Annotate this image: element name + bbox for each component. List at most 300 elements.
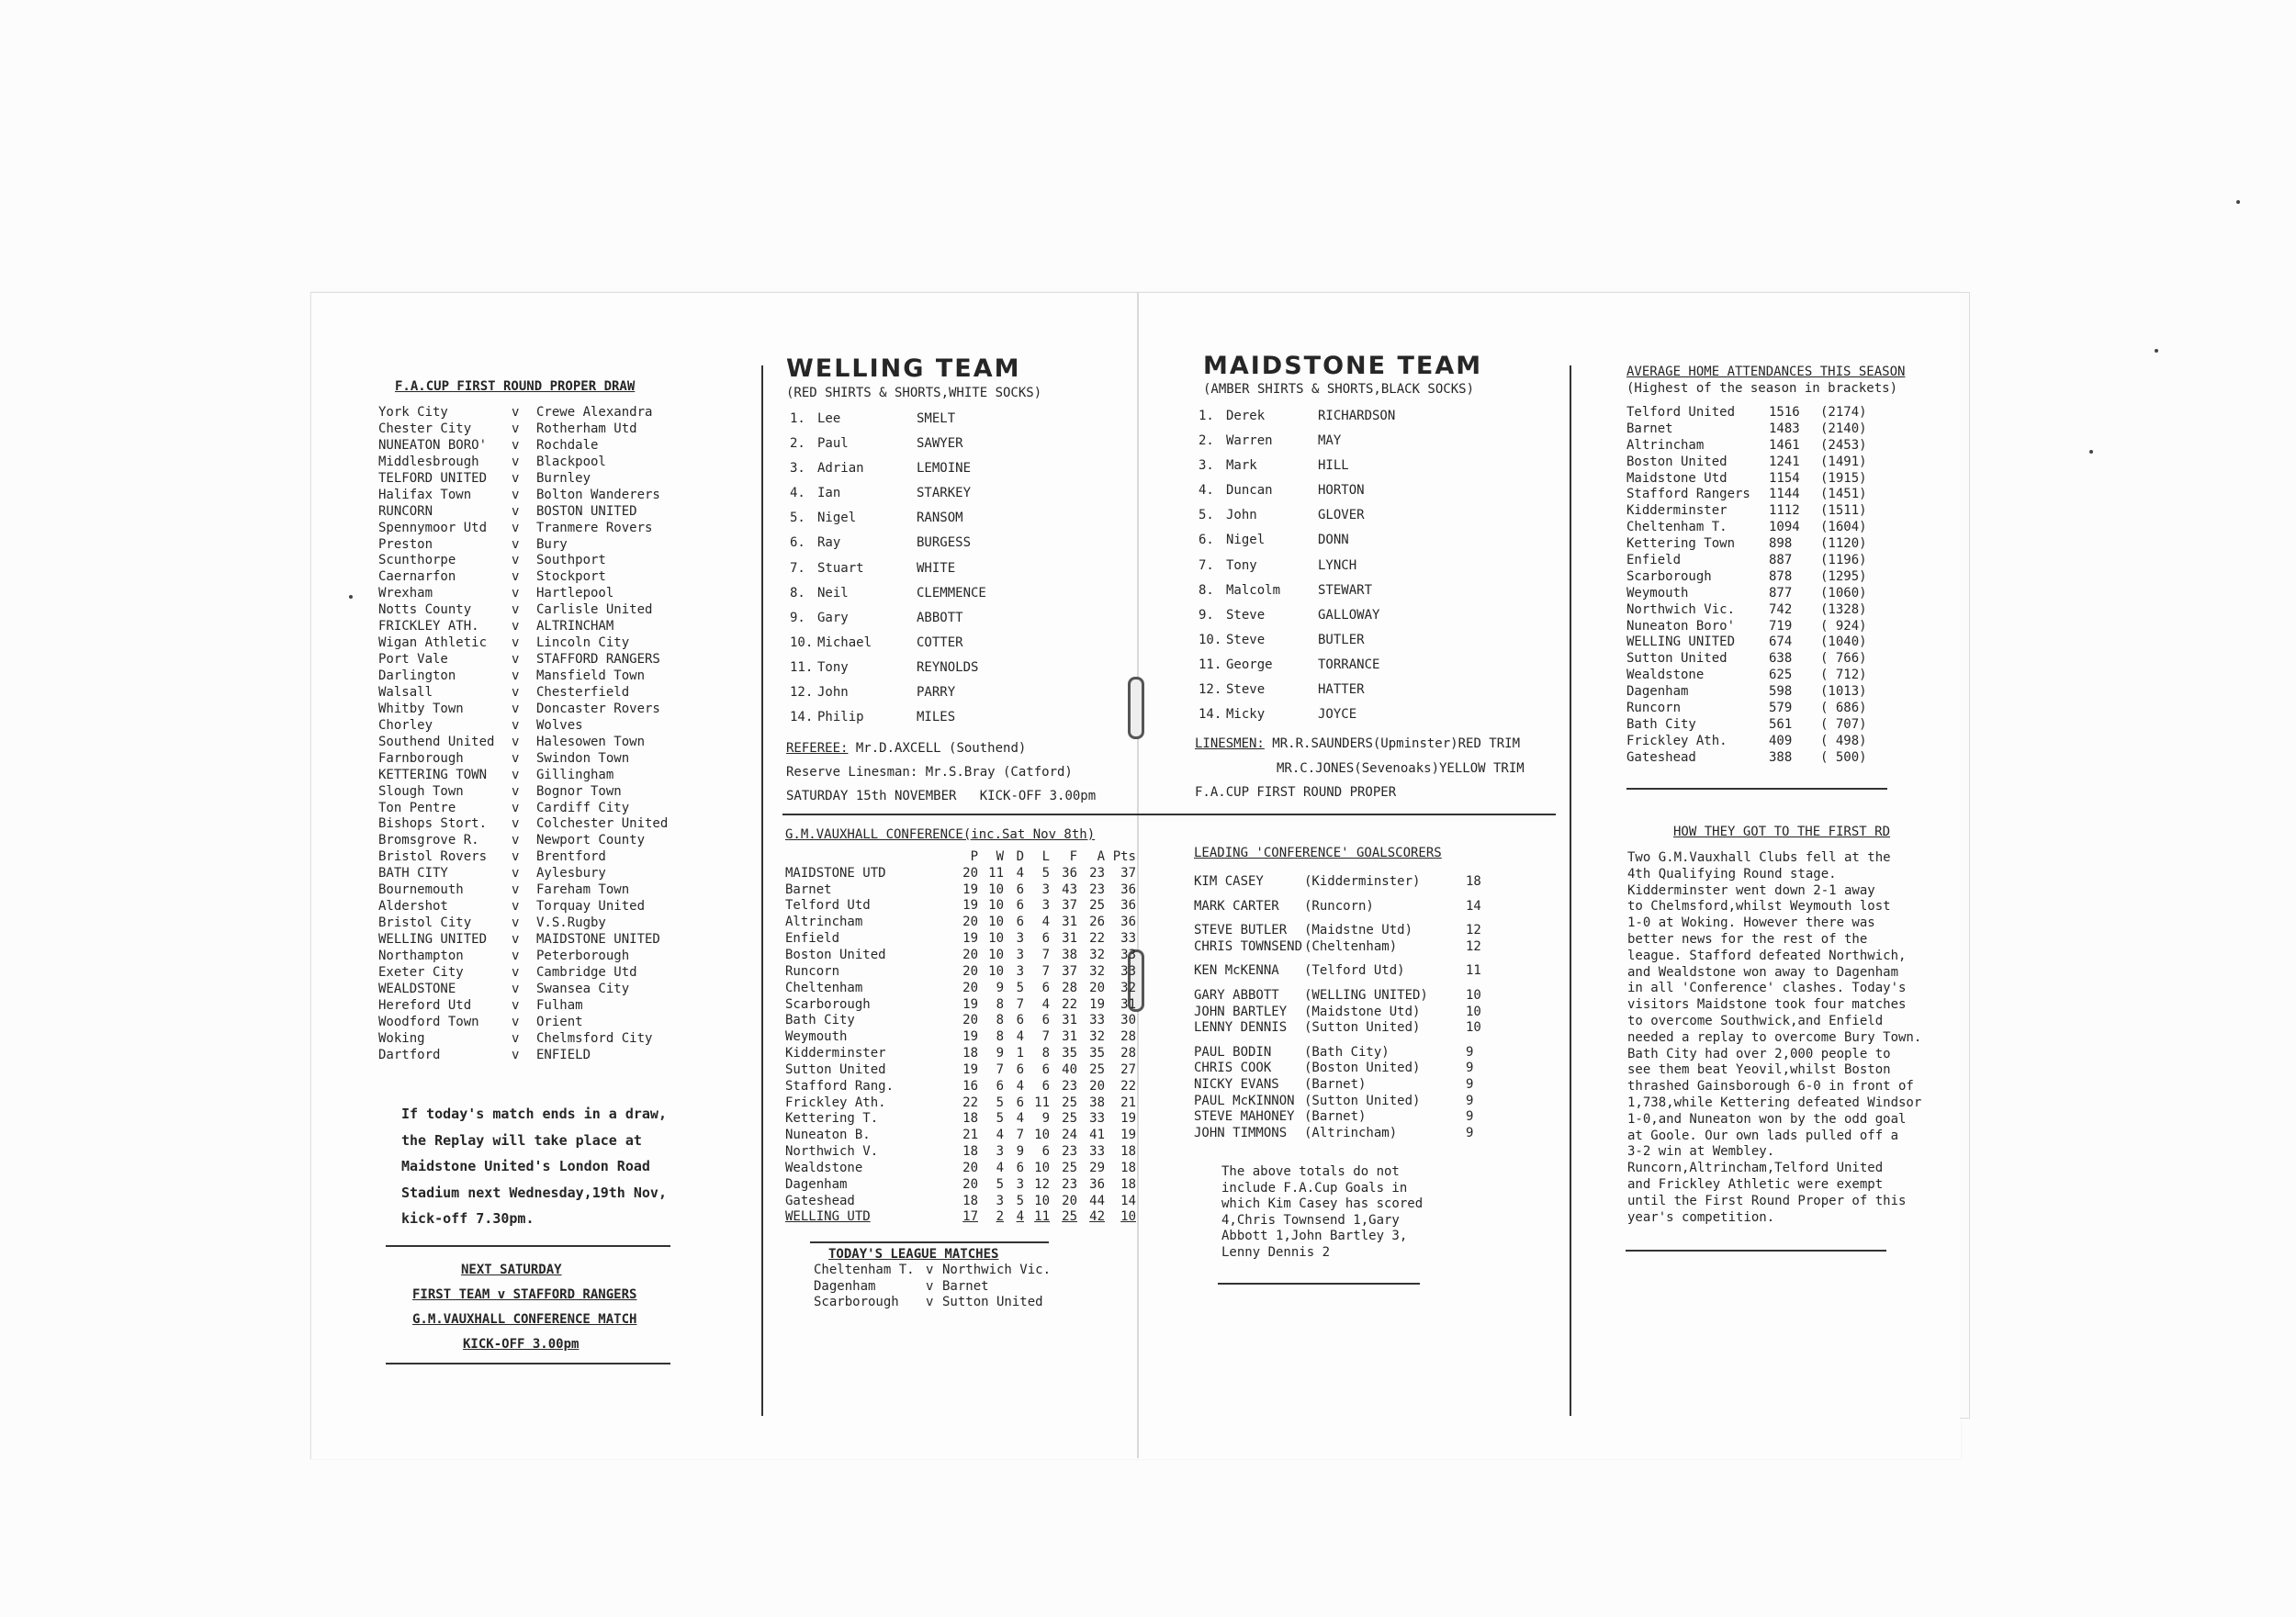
vs-label: v xyxy=(512,553,520,568)
player-first-name: Adrian xyxy=(817,461,864,477)
player-row xyxy=(1199,528,1395,553)
report-line: see them beat Yeovil,whilst Boston xyxy=(1627,1062,1891,1078)
home-team: RUNCORN xyxy=(378,503,433,519)
home-team: Caernarfon xyxy=(378,569,456,585)
table-cell: 18 xyxy=(1120,1144,1136,1160)
player-surname: GALLOWAY xyxy=(1318,607,1380,623)
attendance-row xyxy=(1626,421,1867,438)
table-cell: 26 xyxy=(1089,915,1105,930)
scorer-name: NICKY EVANS xyxy=(1194,1076,1279,1092)
club-name: Altrincham xyxy=(785,915,863,930)
player-surname: PARRY xyxy=(917,685,956,701)
table-cell: 18 xyxy=(962,1144,978,1160)
table-cell: 36 xyxy=(1120,915,1136,930)
table-row xyxy=(785,1012,1136,1028)
scorer-row xyxy=(1194,1077,1481,1094)
shirt-number: 9. xyxy=(790,610,805,625)
player-surname: RANSOM xyxy=(917,511,963,526)
table-row xyxy=(785,980,1136,996)
table-cell: 6 xyxy=(1016,881,1024,897)
draw-fixture xyxy=(378,768,668,784)
league-fixture xyxy=(814,1263,1051,1279)
home-team: WELLING UNITED xyxy=(378,932,488,947)
club-name: Stafford Rang. xyxy=(785,1078,895,1094)
maidstone-lineup xyxy=(1199,404,1395,727)
vs-label: v xyxy=(512,701,520,716)
table-row xyxy=(785,1143,1136,1160)
attendance-row xyxy=(1626,438,1867,455)
table-cell: 3 xyxy=(1016,1176,1024,1192)
table-cell: 18 xyxy=(962,1046,978,1061)
player-first-name: Mark xyxy=(1226,458,1257,474)
highest-attendance: (1295) xyxy=(1820,568,1867,584)
away-team: Northwich Vic. xyxy=(942,1263,1052,1277)
how-they-got-title: HOW THEY GOT TO THE FIRST RD xyxy=(1673,825,1891,839)
player-first-name: Stuart xyxy=(817,560,864,576)
scorer-row xyxy=(1194,923,1481,939)
report-line: league. Stafford defeated Northwich, xyxy=(1627,948,1907,963)
away-team: Wolves xyxy=(536,717,583,733)
scorer-name: PAUL BODIN xyxy=(1194,1044,1272,1060)
table-cell: 20 xyxy=(962,963,978,979)
draw-fixture xyxy=(378,668,668,685)
home-team: Bishops Stort. xyxy=(378,816,488,832)
league-fixture xyxy=(814,1295,1051,1311)
attendance-row xyxy=(1626,503,1867,520)
shirt-number: 12. xyxy=(1199,682,1222,698)
table-cell: 19 xyxy=(962,881,978,897)
table-cell: 3 xyxy=(1041,898,1050,914)
table-cell: 10 xyxy=(988,931,1004,947)
table-cell: 23 xyxy=(1062,1176,1077,1192)
table-header-cell: F xyxy=(1069,848,1077,864)
home-team: Slough Town xyxy=(378,783,464,799)
highest-attendance: (2174) xyxy=(1820,405,1867,420)
scorer-name: LENNY DENNIS xyxy=(1194,1020,1288,1036)
next-saturday-kickoff: KICK-OFF 3.00pm xyxy=(463,1337,580,1352)
player-row xyxy=(1199,429,1395,454)
away-team: Doncaster Rovers xyxy=(536,701,660,716)
average-attendance: 1094 xyxy=(1769,520,1800,535)
highest-attendance: (1491) xyxy=(1820,454,1867,469)
average-attendance: 638 xyxy=(1769,651,1793,667)
table-cell: 5 xyxy=(996,1176,1004,1192)
table-cell: 4 xyxy=(996,1160,1004,1175)
table-cell: 23 xyxy=(1062,1078,1077,1094)
report-line: 1-0 at Woking. However there was xyxy=(1627,915,1875,931)
draw-fixture xyxy=(378,982,668,998)
home-team: Walsall xyxy=(378,684,433,700)
staple-top xyxy=(1128,677,1144,739)
report-line: Kidderminster went down 2-1 away xyxy=(1627,882,1875,898)
draw-fixture xyxy=(378,949,668,965)
vs-label: v xyxy=(512,635,520,651)
table-row xyxy=(785,996,1136,1013)
column-divider xyxy=(1570,365,1571,1416)
table-cell: 19 xyxy=(962,898,978,914)
shirt-number: 14. xyxy=(1199,707,1222,723)
table-cell: 9 xyxy=(1041,1111,1050,1127)
table-cell: 20 xyxy=(1089,980,1105,995)
table-cell: 36 xyxy=(1120,881,1136,897)
scorer-goals: 11 xyxy=(1466,963,1481,979)
player-first-name: Philip xyxy=(817,710,864,725)
club-name: Barnet xyxy=(1626,421,1673,436)
attendance-row xyxy=(1626,651,1867,668)
highest-attendance: (2453) xyxy=(1820,437,1867,453)
table-cell: 10 xyxy=(1120,1209,1136,1225)
report-line: in all 'Conference' clashes. Today's xyxy=(1627,981,1907,996)
shirt-number: 10. xyxy=(1199,632,1222,647)
draw-fixture xyxy=(378,553,668,569)
table-cell: 22 xyxy=(1120,1078,1136,1094)
table-cell: 25 xyxy=(1062,1209,1077,1225)
club-name: Wealdstone xyxy=(1626,668,1705,683)
draw-fixture xyxy=(378,1015,668,1031)
shirt-number: 7. xyxy=(790,560,805,576)
table-cell: 41 xyxy=(1089,1128,1105,1143)
player-surname: WHITE xyxy=(917,560,956,576)
player-row xyxy=(1199,603,1395,628)
scorer-goals: 10 xyxy=(1466,1020,1481,1036)
table-cell: 19 xyxy=(1120,1111,1136,1127)
report-line: 1-0,and Nuneaton won by the odd goal xyxy=(1627,1111,1907,1127)
draw-fixture xyxy=(378,635,668,652)
table-cell: 25 xyxy=(1062,1111,1077,1127)
league-fixture xyxy=(814,1279,1051,1296)
player-row xyxy=(790,705,986,730)
player-row xyxy=(790,631,986,656)
player-surname: HILL xyxy=(1318,458,1349,474)
player-first-name: Warren xyxy=(1226,433,1273,449)
highest-attendance: ( 500) xyxy=(1820,749,1867,765)
table-cell: 32 xyxy=(1089,1029,1105,1045)
club-name: Kettering Town xyxy=(1626,536,1736,552)
table-cell: 19 xyxy=(1089,996,1105,1012)
table-cell: 19 xyxy=(962,1029,978,1045)
how-they-got-text xyxy=(1627,850,1921,1226)
draw-fixture xyxy=(378,965,668,982)
attendance-row xyxy=(1626,619,1867,635)
note-line: include F.A.Cup Goals in xyxy=(1221,1180,1408,1196)
report-line: better news for the rest of the xyxy=(1627,931,1868,947)
player-first-name: Ian xyxy=(817,486,841,501)
divider xyxy=(386,1245,670,1247)
player-surname: MILES xyxy=(917,710,956,725)
home-team: Bristol Rovers xyxy=(378,849,488,865)
report-line: 4th Qualifying Round stage. xyxy=(1627,866,1837,881)
table-cell: 33 xyxy=(1120,963,1136,979)
replay-notice-line: If today's match ends in a draw, xyxy=(401,1106,667,1122)
vs-label: v xyxy=(512,1014,520,1029)
table-cell: 28 xyxy=(1062,980,1077,995)
report-line: Bath City had over 2,000 people to xyxy=(1627,1046,1891,1061)
table-row xyxy=(785,963,1136,980)
scorer-name: CHRIS COOK xyxy=(1194,1061,1272,1076)
shirt-number: 11. xyxy=(1199,657,1222,672)
club-name: Nuneaton B. xyxy=(785,1128,871,1143)
club-name: Northwich V. xyxy=(785,1144,879,1160)
draw-fixture xyxy=(378,619,668,635)
table-cell: 4 xyxy=(1016,1029,1024,1045)
away-team: Swindon Town xyxy=(536,750,630,766)
scorer-club: (Barnet) xyxy=(1304,1076,1367,1092)
highest-attendance: (1040) xyxy=(1820,634,1867,650)
player-first-name: Malcolm xyxy=(1226,582,1281,598)
away-team: Hartlepool xyxy=(536,586,614,601)
report-line: Runcorn,Altrincham,Telford United xyxy=(1627,1161,1884,1176)
club-name: Telford Utd xyxy=(785,898,871,914)
shirt-number: 1. xyxy=(790,411,805,426)
away-team: STAFFORD RANGERS xyxy=(536,652,660,668)
club-name: Enfield xyxy=(1626,553,1682,568)
table-cell: 16 xyxy=(962,1078,978,1094)
home-team: Port Vale xyxy=(378,652,448,668)
table-cell: 4 xyxy=(1041,996,1050,1012)
speck xyxy=(2089,450,2093,454)
player-surname: HATTER xyxy=(1318,682,1365,698)
average-attendance: 742 xyxy=(1769,601,1793,617)
table-cell: 4 xyxy=(996,1128,1004,1143)
player-surname: GLOVER xyxy=(1318,508,1365,523)
average-attendance: 719 xyxy=(1769,618,1793,634)
shirt-number: 2. xyxy=(1199,433,1214,449)
away-team: Carlisle United xyxy=(536,602,653,618)
table-cell: 33 xyxy=(1089,1013,1105,1028)
table-cell: 6 xyxy=(1016,1095,1024,1110)
table-cell: 31 xyxy=(1062,915,1077,930)
table-cell: 3 xyxy=(996,1193,1004,1208)
highest-attendance: (1451) xyxy=(1820,487,1867,502)
table-header-cell: D xyxy=(1016,848,1024,864)
table-cell: 10 xyxy=(988,915,1004,930)
highest-attendance: ( 707) xyxy=(1820,716,1867,732)
club-name: Enfield xyxy=(785,931,840,947)
table-cell: 23 xyxy=(1089,865,1105,881)
home-team: Wigan Athletic xyxy=(378,635,488,651)
player-first-name: Tony xyxy=(817,659,849,675)
table-cell: 19 xyxy=(962,931,978,947)
table-cell: 11 xyxy=(1034,1095,1050,1110)
table-cell: 31 xyxy=(1062,931,1077,947)
scorer-row xyxy=(1194,1126,1481,1142)
highest-attendance: ( 924) xyxy=(1820,618,1867,634)
player-surname: LYNCH xyxy=(1318,557,1357,573)
highest-attendance: (1328) xyxy=(1820,601,1867,617)
home-team: Preston xyxy=(378,536,433,552)
away-team: Sutton United xyxy=(942,1295,1043,1309)
draw-fixture xyxy=(378,882,668,899)
table-cell: 9 xyxy=(996,980,1004,995)
home-team: Whitby Town xyxy=(378,701,464,716)
player-row xyxy=(790,531,986,556)
table-cell: 6 xyxy=(1041,1078,1050,1094)
home-team: TELFORD UNITED xyxy=(378,470,488,486)
linesman-line-1 xyxy=(1195,736,1520,752)
away-team: Crewe Alexandra xyxy=(536,405,653,420)
player-surname: RICHARDSON xyxy=(1318,409,1396,423)
shirt-number: 9. xyxy=(1199,607,1214,623)
draw-fixture xyxy=(378,685,668,702)
average-attendance: 598 xyxy=(1769,684,1793,700)
table-cell: 17 xyxy=(962,1209,978,1225)
attendance-row xyxy=(1626,520,1867,536)
shirt-number: 3. xyxy=(790,461,805,477)
away-team: Torquay United xyxy=(536,899,646,915)
table-row xyxy=(785,1193,1136,1209)
scorer-goals: 12 xyxy=(1466,938,1481,954)
vs-label: v xyxy=(512,421,520,436)
average-attendance: 674 xyxy=(1769,634,1793,650)
referee-line xyxy=(786,740,1026,757)
scorer-goals: 9 xyxy=(1466,1076,1474,1092)
vs-label: v xyxy=(512,405,520,420)
attendance-row xyxy=(1626,734,1867,750)
scorer-club: (Telford Utd) xyxy=(1304,963,1405,979)
scorer-name: KEN McKENNA xyxy=(1194,963,1279,979)
player-surname: COTTER xyxy=(917,634,963,650)
home-team: Chester City xyxy=(378,421,472,436)
table-cell: 11 xyxy=(1034,1209,1050,1225)
player-row xyxy=(1199,404,1395,429)
player-first-name: Lee xyxy=(817,411,841,426)
vs-label: v xyxy=(512,1030,520,1046)
player-row xyxy=(790,606,986,631)
table-header-cell: L xyxy=(1041,848,1050,864)
club-name: Sutton United xyxy=(1626,651,1728,667)
club-name: Altrincham xyxy=(1626,437,1705,453)
table-cell: 20 xyxy=(962,1160,978,1175)
table-cell: 38 xyxy=(1089,1095,1105,1110)
table-header-cell: A xyxy=(1097,848,1105,864)
away-team: Chesterfield xyxy=(536,684,630,700)
club-name: Boston United xyxy=(785,947,886,962)
table-cell: 10 xyxy=(988,947,1004,962)
table-cell: 5 xyxy=(1016,1193,1024,1208)
home-team: WEALDSTONE xyxy=(378,981,456,996)
table-cell: 40 xyxy=(1062,1061,1077,1077)
home-team: Farnborough xyxy=(378,750,464,766)
home-team: NUNEATON BORO' xyxy=(378,437,488,453)
table-cell: 25 xyxy=(1062,1160,1077,1175)
table-cell: 29 xyxy=(1089,1160,1105,1175)
scorer-row xyxy=(1194,1109,1481,1126)
draw-fixture xyxy=(378,1048,668,1064)
home-team: Chorley xyxy=(378,717,433,733)
away-team: Tranmere Rovers xyxy=(536,520,653,535)
linesmen-label: LINESMEN: xyxy=(1195,736,1265,751)
conference-table xyxy=(785,848,1136,1225)
player-row xyxy=(790,581,986,606)
home-team: Wrexham xyxy=(378,586,433,601)
fa-cup-draw-title: F.A.CUP FIRST ROUND PROPER DRAW xyxy=(395,379,636,394)
player-surname: BURGESS xyxy=(917,535,972,551)
home-team: Hereford Utd xyxy=(378,997,472,1013)
speck xyxy=(2155,349,2158,353)
divider xyxy=(386,1363,670,1364)
draw-fixture xyxy=(378,915,668,932)
table-cell: 18 xyxy=(1120,1160,1136,1175)
match-date xyxy=(786,788,1096,804)
table-cell: 44 xyxy=(1089,1193,1105,1208)
table-cell: 19 xyxy=(962,1061,978,1077)
replay-notice-line: Stadium next Wednesday,19th Nov, xyxy=(401,1184,667,1201)
table-cell: 6 xyxy=(1016,1160,1024,1175)
vs-label: v xyxy=(926,1295,934,1309)
draw-fixture xyxy=(378,866,668,882)
average-attendance: 1112 xyxy=(1769,503,1800,519)
home-team: Southend United xyxy=(378,734,495,749)
next-saturday-competition: G.M.VAUXHALL CONFERENCE MATCH xyxy=(412,1312,637,1327)
highest-attendance: (1060) xyxy=(1820,585,1867,601)
scorer-row xyxy=(1194,1005,1481,1021)
goalscorers-note xyxy=(1221,1164,1423,1262)
section-divider xyxy=(782,814,1556,815)
attendances-title: AVERAGE HOME ATTENDANCES THIS SEASON xyxy=(1626,365,1906,379)
club-name: Northwich Vic. xyxy=(1626,601,1736,617)
conference-table-title: G.M.VAUXHALL CONFERENCE(inc.Sat Nov 8th) xyxy=(785,827,1096,842)
table-header-cell: P xyxy=(970,848,978,864)
away-team: Bury xyxy=(536,536,568,552)
player-row xyxy=(790,680,986,705)
scorer-club: (Sutton United) xyxy=(1304,1020,1421,1036)
club-name: Runcorn xyxy=(785,963,840,979)
table-cell: 11 xyxy=(988,865,1004,881)
table-cell: 20 xyxy=(962,1013,978,1028)
away-team: V.S.Rugby xyxy=(536,915,606,931)
table-row xyxy=(785,898,1136,915)
highest-attendance: ( 498) xyxy=(1820,733,1867,748)
average-attendance: 388 xyxy=(1769,749,1793,765)
scorer-goals: 9 xyxy=(1466,1061,1474,1076)
table-row xyxy=(785,1078,1136,1095)
draw-fixture xyxy=(378,784,668,801)
draw-fixture xyxy=(378,537,668,554)
scorer-goals: 9 xyxy=(1466,1109,1474,1125)
vs-label: v xyxy=(512,503,520,519)
table-cell: 10 xyxy=(988,898,1004,914)
vs-label: v xyxy=(512,833,520,848)
shirt-number: 8. xyxy=(790,585,805,601)
highest-attendance: (2140) xyxy=(1820,421,1867,436)
scorer-name: JOHN TIMMONS xyxy=(1194,1125,1288,1140)
away-team: Halesowen Town xyxy=(536,734,646,749)
home-team: Scarborough xyxy=(814,1295,899,1309)
highest-attendance: (1196) xyxy=(1820,553,1867,568)
home-team: Scunthorpe xyxy=(378,553,456,568)
table-cell: 20 xyxy=(962,865,978,881)
table-cell: 5 xyxy=(1041,865,1050,881)
attendance-row xyxy=(1626,405,1867,421)
speck xyxy=(349,595,353,599)
home-team: Cheltenham T. xyxy=(814,1263,915,1277)
scorer-name: CHRIS TOWNSEND xyxy=(1194,938,1303,954)
scorer-club: (Cheltenham) xyxy=(1304,938,1398,954)
page-edge xyxy=(1960,292,1970,1419)
highest-attendance: (1604) xyxy=(1820,520,1867,535)
away-team: MAIDSTONE UNITED xyxy=(536,932,660,947)
draw-fixture xyxy=(378,652,668,668)
table-row xyxy=(785,1045,1136,1061)
average-attendance: 561 xyxy=(1769,716,1793,732)
next-saturday-fixture: FIRST TEAM v STAFFORD RANGERS xyxy=(412,1287,637,1302)
player-surname: REYNOLDS xyxy=(917,659,979,675)
attendance-row xyxy=(1626,553,1867,569)
table-cell: 20 xyxy=(962,915,978,930)
table-cell: 1 xyxy=(1016,1046,1024,1061)
table-cell: 28 xyxy=(1120,1029,1136,1045)
referee-name: Mr.D.AXCELL (Southend) xyxy=(855,741,1027,756)
